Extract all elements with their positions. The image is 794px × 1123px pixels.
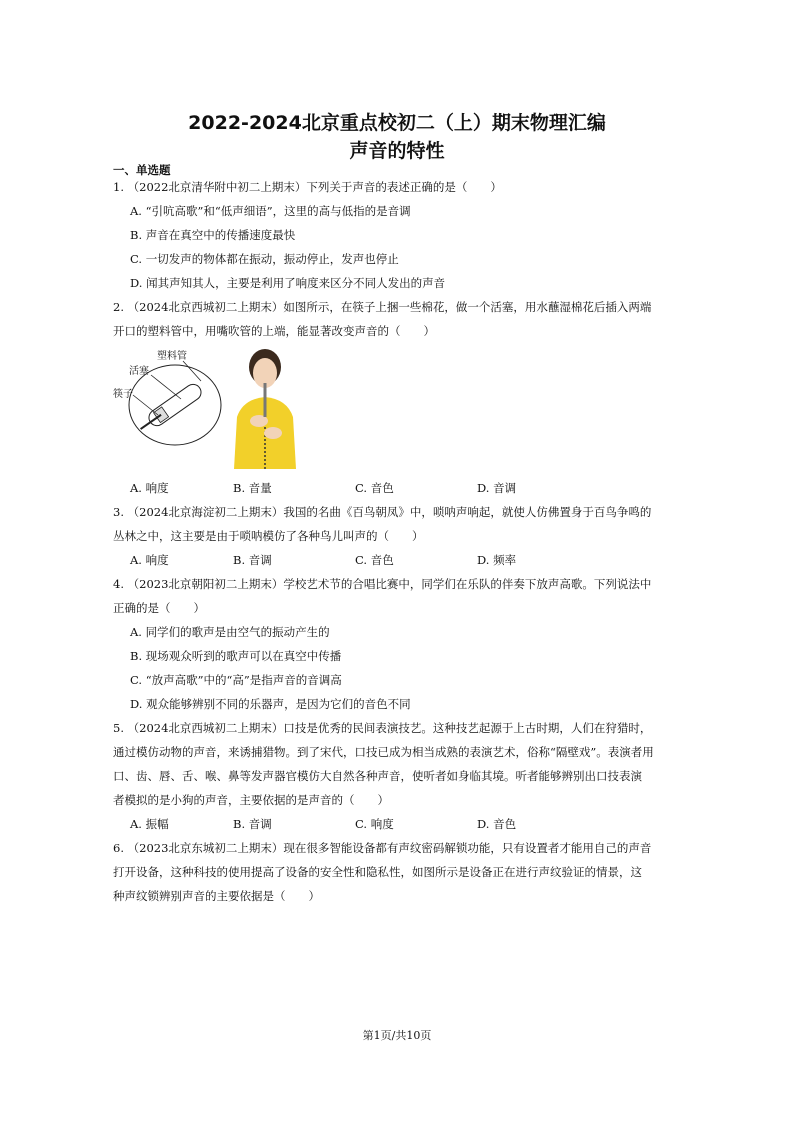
question-2-option-a: A. 响度 — [130, 481, 169, 495]
question-4-option-c: C. “放声高歌”中的“高”是指声音的音调高 — [130, 673, 342, 687]
question-6-stem-line-3: 种声纹锁辨别声音的主要依据是（ ） — [113, 889, 320, 903]
question-5-option-a: A. 振幅 — [130, 817, 169, 831]
question-5-option-c: C. 响度 — [355, 817, 394, 831]
question-1-option-d: D. 闻其声知其人，主要是利用了响度来区分不同人发出的声音 — [130, 276, 446, 290]
question-3-option-b: B. 音调 — [233, 553, 272, 567]
label-chopstick: 筷子 — [113, 389, 133, 400]
question-2-stem-line-2: 开口的塑料管中，用嘴吹管的上端，能显著改变声音的（ ） — [113, 324, 435, 338]
question-6-stem-line-1: 6. （2023北京东城初二上期末）现在很多智能设备都有声纹密码解锁功能，只有设置者才能用自己的声音 — [113, 841, 652, 855]
question-1-option-c: C. 一切发声的物体都在振动，振动停止，发声也停止 — [130, 252, 399, 266]
question-1-stem: 1. （2022北京清华附中初二上期末）下列关于声音的表述正确的是（ ） — [113, 180, 502, 194]
question-5-stem-line-1: 5. （2024北京西城初二上期末）口技是优秀的民间表演技艺。这种技艺起源于上古时期，人们在狩猎时， — [113, 721, 652, 735]
question-3-stem-line-2: 丛林之中，这主要是由于唢呐模仿了各种鸟儿叫声的（ ） — [113, 529, 424, 543]
question-5-option-b: B. 音调 — [233, 817, 272, 831]
question-3-option-d: D. 频率 — [477, 553, 517, 567]
question-4-option-a: A. 同学们的歌声是由空气的振动产生的 — [130, 625, 330, 639]
question-5-option-d: D. 音色 — [477, 817, 517, 831]
question-1-option-a: A. “引吭高歌”和“低声细语”，这里的高与低指的是音调 — [130, 204, 411, 218]
label-plastic-tube: 塑料管 — [157, 351, 187, 362]
question-4-stem-line-2: 正确的是（ ） — [113, 601, 205, 615]
question-2-option-d: D. 音调 — [477, 481, 517, 495]
question-2-option-c: C. 音色 — [355, 481, 394, 495]
question-5-stem-line-4: 者模拟的是小狗的声音，主要依据的是声音的（ ） — [113, 793, 389, 807]
question-4-stem-line-1: 4. （2023北京朝阳初二上期末）学校艺术节的合唱比赛中，同学们在乐队的伴奏下放声高歌。下列说法中 — [113, 577, 652, 591]
section-heading: 一、单选题 — [113, 163, 171, 177]
question-6-stem-line-2: 打开设备，这种科技的使用提高了设备的安全性和隐私性，如图所示是设备正在进行声纹验证的情景，这 — [113, 865, 642, 879]
question-2-figure — [113, 347, 308, 469]
question-5-stem-line-2: 通过模仿动物的声音，来诱捕猎物。到了宋代，口技已成为相当成熟的表演艺术，俗称“隔壁戏”。表演者用 — [113, 745, 654, 759]
question-2-option-b: B. 音量 — [233, 481, 272, 495]
question-5-stem-line-3: 口、齿、唇、舌、喉、鼻等发声器官模仿大自然各种声音，使听者如身临其境。听者能够辨别出口技表演 — [113, 769, 642, 783]
page-footer: 第1页/共10页 — [362, 1029, 432, 1042]
question-4-option-b: B. 现场观众听到的歌声可以在真空中传播 — [130, 649, 342, 663]
question-3-stem-line-1: 3. （2024北京海淀初二上期末）我国的名曲《百鸟朝凤》中，唢呐声响起，就使人仿佛置身于百鸟争鸣的 — [113, 505, 652, 519]
question-3-option-c: C. 音色 — [355, 553, 394, 567]
document-subtitle: 声音的特性 — [349, 140, 445, 162]
girl-blowing-tube-illustration — [234, 349, 296, 469]
question-2-stem-line-1: 2. （2024北京西城初二上期末）如图所示，在筷子上捆一些棉花，做一个活塞，用水蘸湿棉花后插入两端 — [113, 300, 652, 314]
question-3-option-a: A. 响度 — [130, 553, 169, 567]
document-title: 2022-2024北京重点校初二（上）期末物理汇编 — [188, 112, 606, 134]
question-2-diagram — [113, 347, 308, 469]
plastic-tube — [146, 381, 204, 429]
label-piston: 活塞 — [129, 366, 149, 377]
question-1-option-b: B. 声音在真空中的传播速度最快 — [130, 228, 296, 242]
question-4-option-d: D. 观众能够辨别不同的乐器声，是因为它们的音色不同 — [130, 697, 411, 711]
